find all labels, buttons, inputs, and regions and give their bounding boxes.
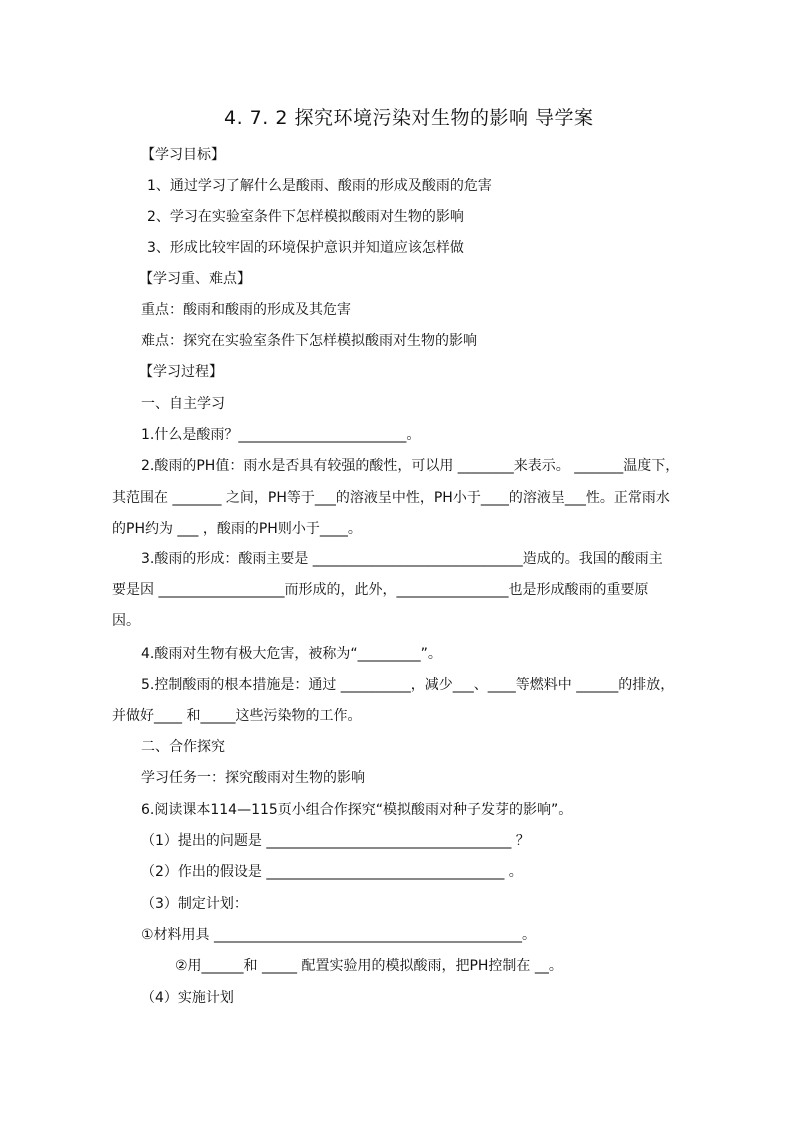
self-study-line: 并做好____ 和_____这些污染物的工作。 <box>112 708 362 724</box>
self-study-heading: 一、自主学习 <box>141 396 225 412</box>
process-heading: 【学习过程】 <box>139 364 223 380</box>
self-study-line: 3.酸雨的形成：酸雨主要是 ______________________________造成的。我国的酸雨主 <box>141 551 663 567</box>
coop-heading: 二、合作探究 <box>141 739 225 755</box>
self-study-line: 1.什么是酸雨？________________________。 <box>141 427 421 443</box>
step-line: （3）制定计划： <box>141 896 248 912</box>
self-study-line: 其范围在 _______ 之间，PH等于___的溶液呈中性，PH小于____的溶液呈___性。正常雨水 <box>112 490 670 506</box>
goal-item: 2、学习在实验室条件下怎样模拟酸雨对生物的影响 <box>147 209 464 225</box>
difficult-point: 难点：探究在实验室条件下怎样模拟酸雨对生物的影响 <box>141 333 477 349</box>
self-study-line: 4.酸雨对生物有极大危害，被称为“_________”。 <box>141 646 442 662</box>
self-study-line: 2.酸雨的PH值：雨水是否具有较强的酸性，可以用 ________来表示。 _______温度下， <box>141 458 680 474</box>
key-point: 重点：酸雨和酸雨的形成及其危害 <box>141 302 351 318</box>
item-six: 6.阅读课本114—115页小组合作探究“模拟酸雨对种子发芽的影响”。 <box>141 802 573 818</box>
task-one: 学习任务一：探究酸雨对生物的影响 <box>141 770 365 786</box>
step-line: （2）作出的假设是 __________________________________ 。 <box>141 864 523 880</box>
step-line: ①材料用具 ____________________________________________。 <box>141 927 537 943</box>
goal-item: 1、通过学习了解什么是酸雨、酸雨的形成及酸雨的危害 <box>147 178 492 194</box>
self-study-line: 要是因 __________________而形成的，此外，________________也是形成酸雨的重要原 <box>112 582 649 598</box>
self-study-line: 因。 <box>112 613 140 629</box>
goals-heading: 【学习目标】 <box>141 147 225 163</box>
self-study-line: 的PH约为 ___ ，酸雨的PH则小于____。 <box>112 521 362 537</box>
goal-item: 3、形成比较牢固的环境保护意识并知道应该怎样做 <box>147 240 464 256</box>
self-study-line: 5.控制酸雨的根本措施是：通过 __________，减少___、____等燃料中 ______的排放， <box>141 677 675 693</box>
step-line: ②用______和 _____ 配置实验用的模拟酸雨，把PH控制在 __。 <box>175 958 563 974</box>
key-points-heading: 【学习重、难点】 <box>139 271 251 287</box>
step-line: （4）实施计划 <box>141 990 234 1006</box>
document-title: 4. 7. 2 探究环境污染对生物的影响 导学案 <box>224 107 594 129</box>
step-line: （1）提出的问题是 ___________________________________ ？ <box>141 833 530 849</box>
